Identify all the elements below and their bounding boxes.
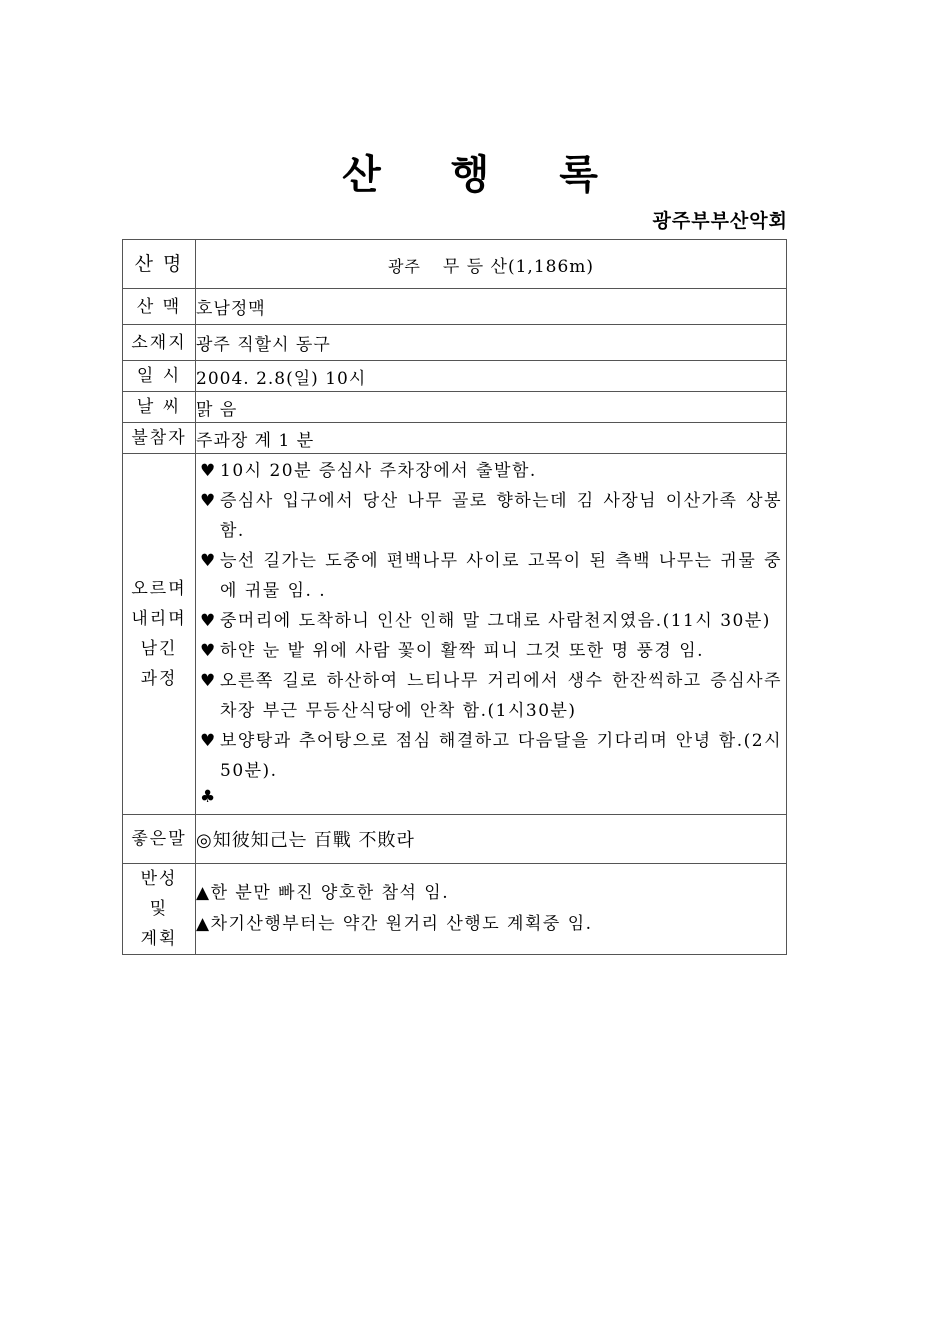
- value-absent: 주과장 계 1 분: [196, 423, 787, 454]
- value-mountain: [196, 240, 787, 289]
- heart-icon: ♥: [200, 671, 217, 691]
- heart-icon: ♥: [200, 551, 217, 571]
- row-date: [123, 361, 787, 392]
- course-item: ♥ 10시 20분 증심사 주차장에서 출발함.: [200, 456, 782, 486]
- label-plan-line: 및: [149, 899, 169, 919]
- label-plan: [123, 864, 196, 955]
- heart-icon: ♥: [200, 491, 217, 511]
- plan-item: ▲차기산행부터는 약간 원거리 산행도 계획중 임.: [196, 914, 593, 934]
- mountain-prefix: 광주: [387, 256, 421, 276]
- course-item: ♥ 오른쪽 길로 하산하여 느티나무 거리에서 생수 한잔씩하고 증심사주차장 부근 무등산식당에 안착 함.(1시30분): [200, 666, 782, 726]
- label-weather: 날 씨: [123, 392, 196, 423]
- value-location: 광주 직할시 동구: [196, 325, 787, 361]
- heart-icon: ♥: [200, 731, 217, 751]
- row-course: [123, 454, 787, 815]
- label-course-line: 오르며: [131, 579, 187, 599]
- label-plan-line: 반성: [140, 869, 178, 889]
- heart-icon: ♥: [200, 611, 217, 631]
- row-mountain: [123, 240, 787, 289]
- label-location: 소재지: [123, 325, 196, 361]
- label-course-line: 내리며: [131, 609, 187, 629]
- label-saying: 좋은말: [123, 815, 196, 864]
- heart-icon: ♥: [200, 641, 217, 661]
- label-course-line: 남긴: [140, 639, 178, 659]
- label-plan-line: 계획: [140, 929, 178, 949]
- course-item: ♥ 하얀 눈 밭 위에 사람 꽃이 활짝 피니 그것 또한 명 풍경 임.: [200, 636, 782, 666]
- plan-item: ▲한 분만 빠진 양호한 참석 임.: [196, 883, 450, 903]
- value-range: 호남정맥: [196, 289, 787, 325]
- label-mountain: 산 명: [123, 240, 196, 289]
- label-course-line: 과정: [140, 669, 178, 689]
- course-item: ♥ 중머리에 도착하니 인산 인해 말 그대로 사람천지였음.(11시 30분): [200, 606, 782, 636]
- page-title: 산 행 록: [342, 151, 626, 198]
- heart-icon: ♥: [200, 461, 217, 481]
- value-weather: 맑 음: [196, 392, 787, 423]
- row-location: [123, 325, 787, 361]
- row-weather: [123, 392, 787, 423]
- course-item: ♥ 능선 길가는 도중에 편백나무 사이로 고목이 된 측백 나무는 귀물 중에 귀물 임. .: [200, 546, 782, 606]
- course-item: ♥ 보양탕과 추어탕으로 점심 해결하고 다음달을 기다리며 안녕 함.(2시50분).: [200, 726, 782, 786]
- label-absent: 불참자: [123, 423, 196, 454]
- value-saying: ◎知彼知己는 百戰 不敗라: [196, 815, 787, 864]
- club-name: 광주부부산악회: [652, 210, 788, 232]
- course-item: ♥ 증심사 입구에서 당산 나무 골로 향하는데 김 사장님 이산가족 상봉 함.: [200, 486, 782, 546]
- row-saying: [123, 815, 787, 864]
- mountain-name: 무 등 산(1,186m): [442, 256, 595, 277]
- value-plan: [196, 864, 787, 955]
- row-absent: [123, 423, 787, 454]
- label-range: 산 맥: [123, 289, 196, 325]
- value-date: 2004. 2.8(일) 10시: [196, 361, 787, 392]
- value-course: [196, 454, 787, 815]
- label-course: [123, 454, 196, 815]
- label-date: 일 시: [123, 361, 196, 392]
- row-range: [123, 289, 787, 325]
- hiking-log-table: [122, 239, 787, 955]
- row-plan: [123, 864, 787, 955]
- club-icon: ♣: [200, 787, 216, 807]
